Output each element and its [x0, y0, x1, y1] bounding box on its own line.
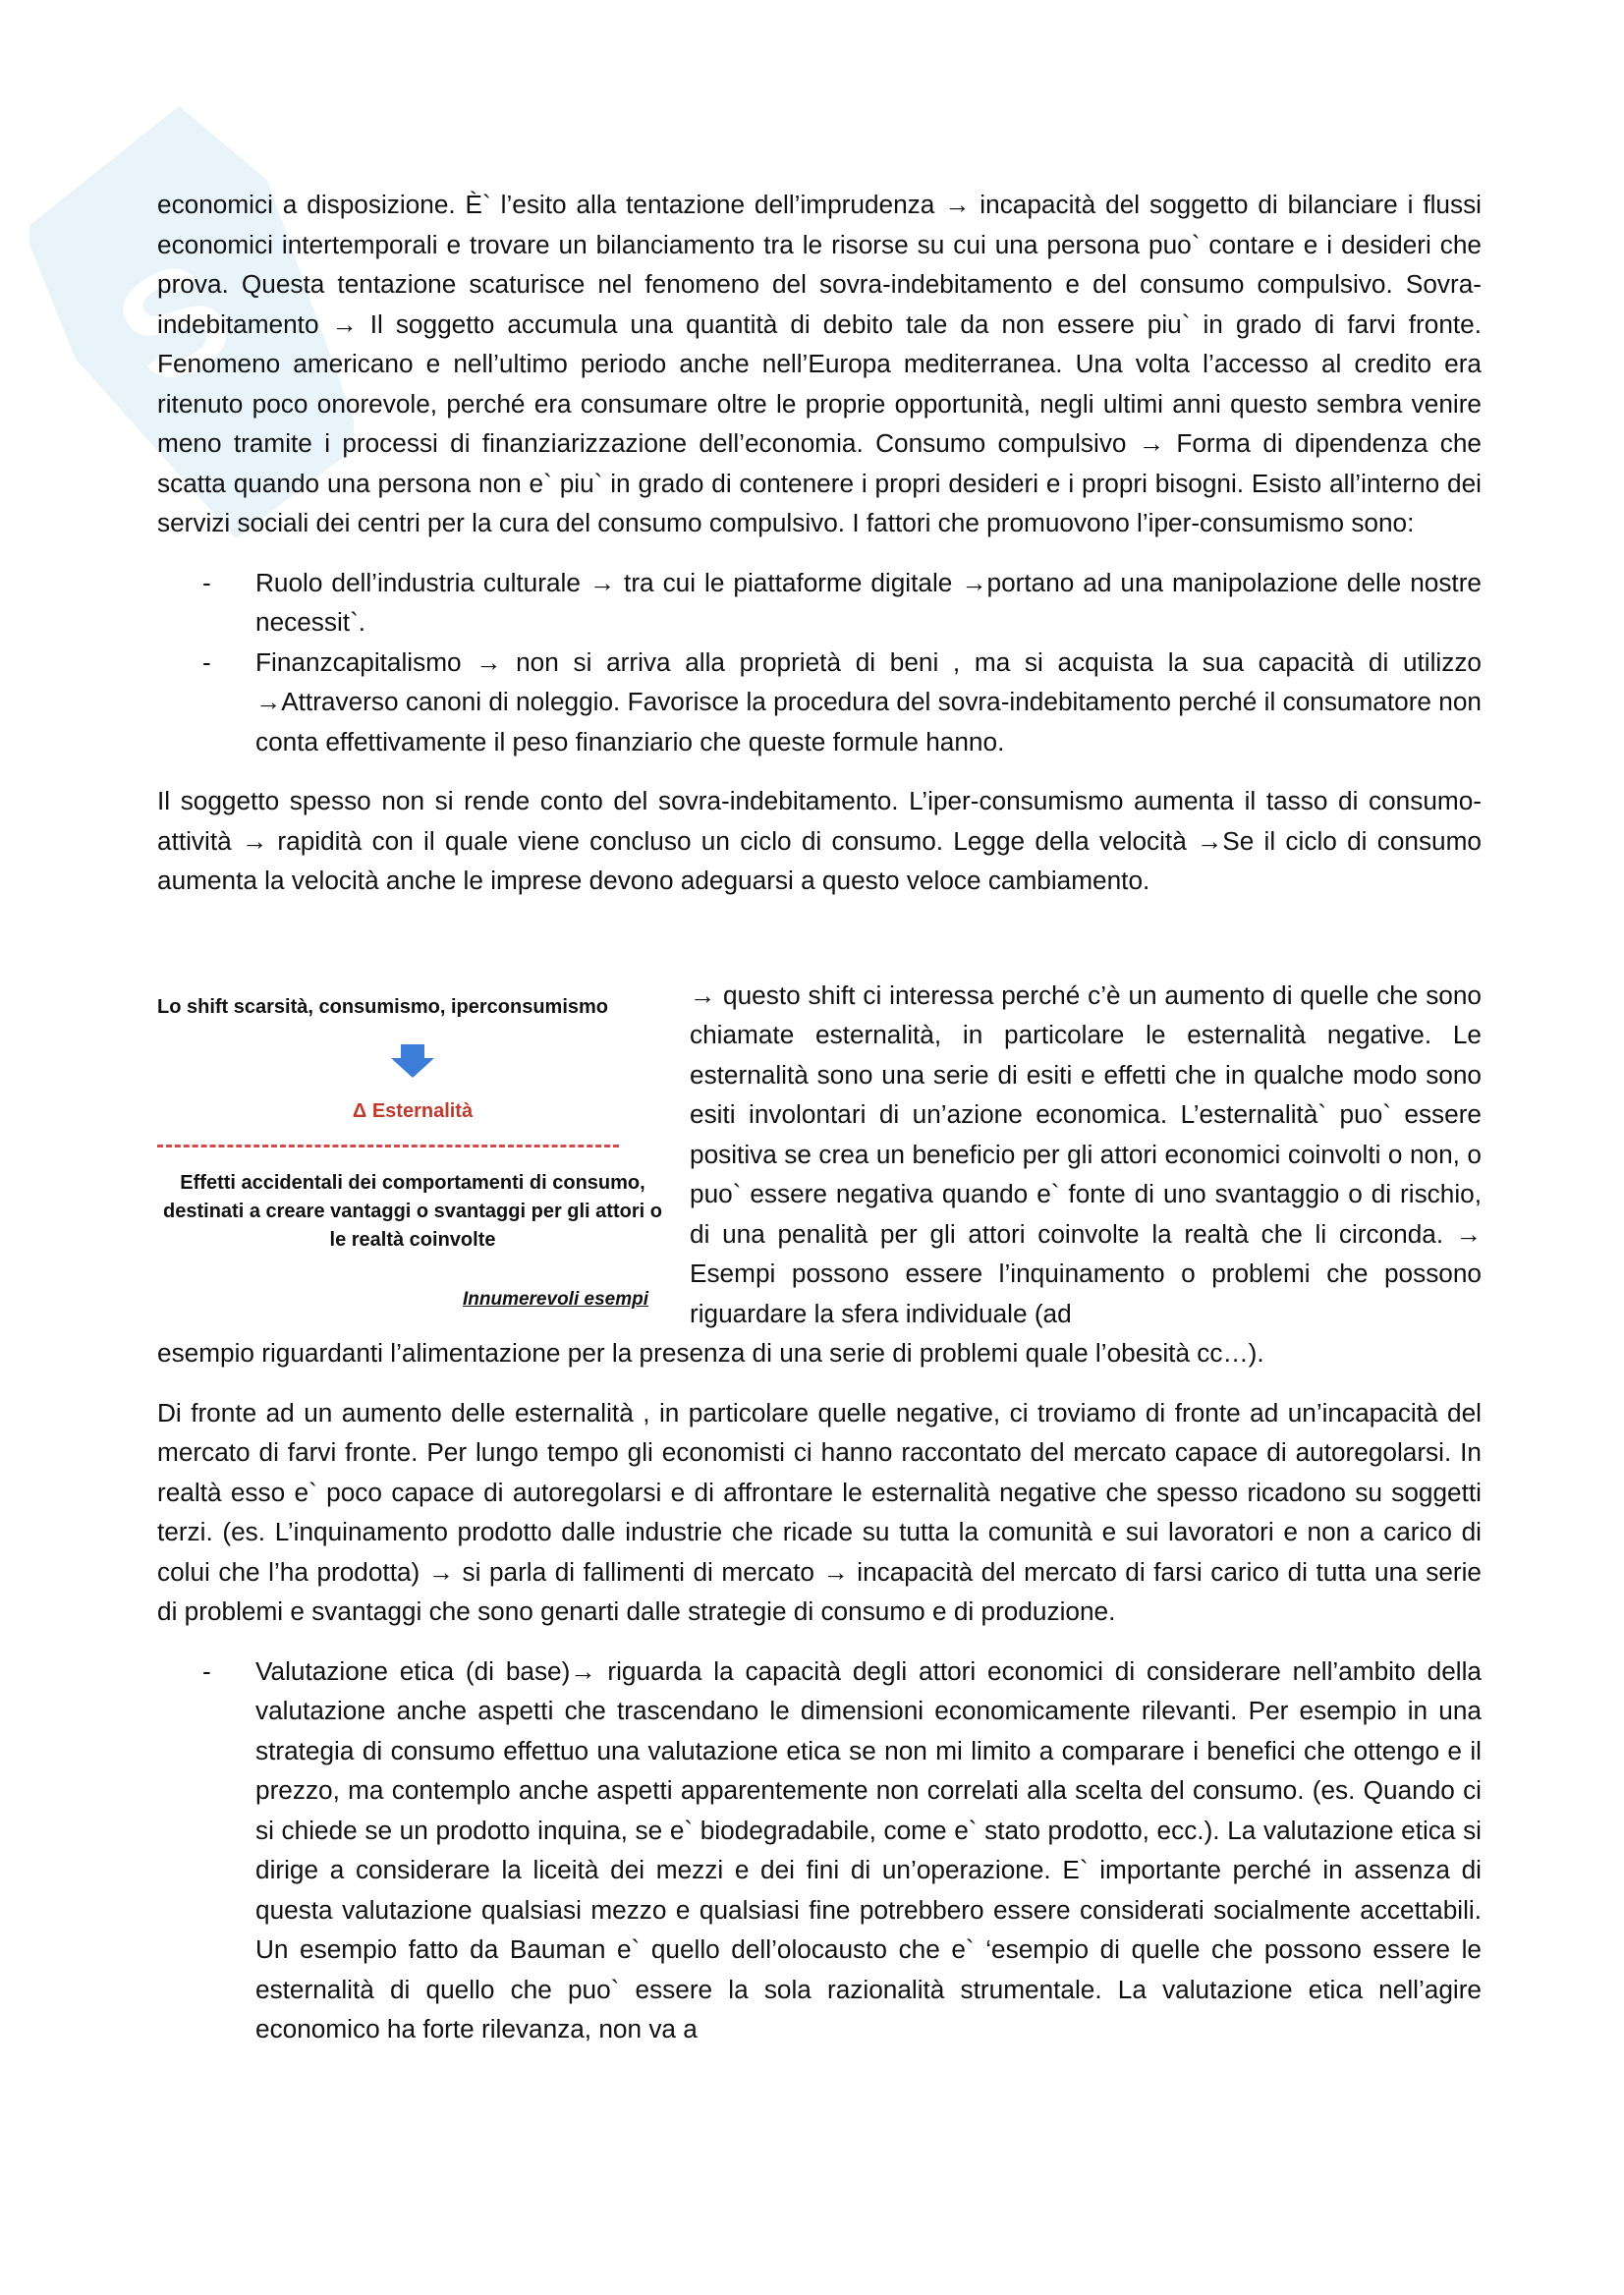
figure-row [157, 976, 1482, 1334]
figure-label: Δ Esternalità [352, 1099, 474, 1122]
dashed-divider [157, 1145, 619, 1148]
document-page [157, 185, 1482, 2069]
figure-footnote: Innumerevoli esempi [462, 1289, 648, 1310]
figure-title: Lo shift scarsità, consumismo, iperconsumismo [157, 995, 609, 1018]
paragraph-4: Di fronte ad un aumento delle esternalità , in particolare quelle negative, ci troviamo di fronte ad un’incapacità del mercato di farvi fronte. Per lungo tempo gli economisti ci hanno raccontato del mercato capace di autoregolarsi. In realtà esso e` poco capace di autoregolarsi e di affrontare le esternalità negative che spesso ricadono su soggetti terzi. (es. L’inquinamento prodotto dalle industrie che ricade su tutta la comunità e sui lavoratori e non a carico di colui che l’ha prodotta) → si parla di fallimenti di mercato → incapacità del mercato di farsi carico di tutta una serie di problemi e svantaggi che sono genarti dalle strategie di consumo e di produzione. [157, 1397, 1482, 1626]
down-arrow-icon [389, 1044, 436, 1078]
list-item: - Ruolo dell’industria culturale → tra cui le piattaforme digitale →portano ad una manipolazione delle nostre necessit`. [202, 567, 1482, 637]
paragraph-2: Il soggetto spesso non si rende conto del sovra-indebitamento. L’iper-consumismo aumenta il tasso di consumo-attività → rapidità con il quale viene concluso un ciclo di consumo. Legge della velocità →Se il ciclo di consumo aumenta la velocità anche le imprese devono adeguarsi a questo veloce cambiamento. [157, 786, 1482, 895]
paragraph-1: economici a disposizione. È` l’esito alla tentazione dell’imprudenza → incapacità del soggetto di bilanciare i flussi economici intertemporali e trovare un bilanciamento tra le risorse su cui una persona puo` contare e i desideri che prova. Questa tentazione scaturisce nel fenomeno del sovra-indebitamento e del consumo compulsivo. Sovra-indebitamento → Il soggetto accumula una quantità di debito tale da non essere piu` in grado di farvi fronte. Fenomeno americano e nell’ultimo periodo anche nell’Europa mediterranea. Una volta l’accesso al credito era ritenuto poco onorevole, perché era consumare oltre le proprie opportunità, negli ultimi anni questo sembra venire meno tramite i processi di finanziarizzazione dell’economia. Consumo compulsivo → Forma di dipendenza che scatta quando una persona non e` piu` in grado di contenere i propri desideri e i propri bisogni. Esisto all’interno dei servizi sociali dei centri per la cura del consumo compulsivo. I fattori che promuovono l’iper-consumismo sono: [157, 190, 1482, 537]
figure-side-text [690, 976, 1482, 1334]
ethics-list [157, 1651, 1482, 2049]
factors-list [157, 563, 1482, 762]
paragraph-3: → questo shift ci interessa perché c’è un aumento di quelle che sono chiamate esternalità, in particolare le esternalità negative. Le esternalità sono una serie di esiti e effetti che in qualche modo sono esiti involontari di un’azione economica. L’esternalità` puo` essere positiva se crea un beneficio per gli attori economici coinvolti o non, o puo` essere negativa quando e` fonte di uno svantaggio o di rischio, di una penalità per gli attori coinvolte la realtà che li circonda. → Esempi possono essere l’inquinamento o problemi che possono riguardare la sfera individuale (ad [690, 980, 1482, 1328]
externality-figure [157, 976, 668, 1334]
figure-description: Effetti accidentali dei comportamenti di consumo, destinati a creare vantaggi o svantaggi per gli attori o le realtà coinvolte [163, 1172, 662, 1251]
svg-text:S: S [89, 226, 258, 420]
list-item: - Finanzcapitalismo → non si arriva alla proprietà di beni , ma si acquista la sua capacità di utilizzo →Attraverso canoni di noleggio. Favorisce la procedura del sovra-indebitamento perché il consumatore non conta effettivamente il peso finanziario che queste formule hanno. [202, 646, 1482, 756]
list-item: - Valutazione etica (di base)→ riguarda la capacità degli attori economici di considerare nell’ambito della valutazione anche aspetti che trascendano le dimensioni economicamente rilevanti. Per esempio in una strategia di consumo effettuo una valutazione etica se non mi limito a comparare i benefici che ottengo e il prezzo, ma contemplo anche aspetti apparentemente non correlati alla scelta del consumo. (es. Quando ci si chiede se un prodotto inquina, se e` biodegradabile, come e` stato prodotto, ecc.). La valutazione etica si dirige a considerare la liceità dei mezzi e dei fini di un’operazione. E` importante perché in assenza di questa valutazione qualsiasi mezzo e qualsiasi fine potrebbero essere considerati socialmente accettabili. Un esempio fatto da Bauman e` quello dell’olocausto che e` ‘esempio di quelle che possono essere le esternalità di quello che puo` essere la sola razionalità strumentale. La valutazione etica nell’agire economico ha forte rilevanza, non va a [202, 1655, 1482, 2043]
paragraph-3-continued: esempio riguardanti l’alimentazione per la presenza di una serie di problemi quale l’obesità cc…). [157, 1338, 1264, 1368]
